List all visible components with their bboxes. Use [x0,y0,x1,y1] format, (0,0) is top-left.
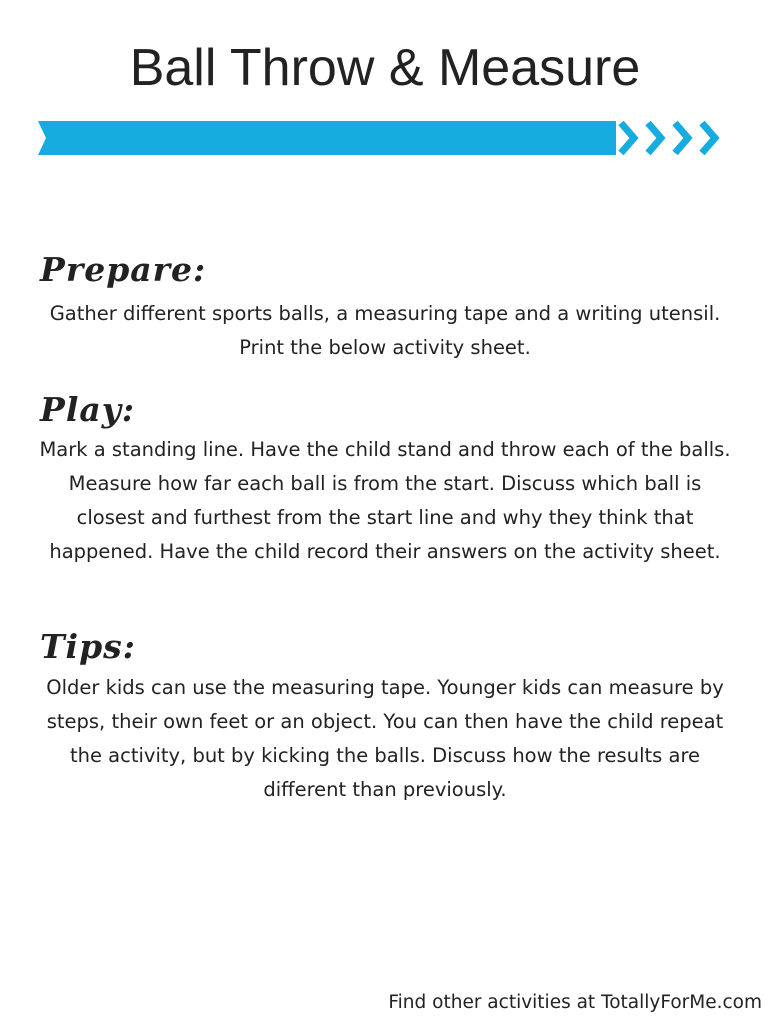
banner-chevron-icon [702,123,715,153]
arrow-banner [38,118,730,158]
banner-bar [38,121,616,155]
banner-chevron-icon [621,123,634,153]
play-text: Mark a standing line. Have the child stand and throw each of the balls. Measure how far each ball is from the start. Discuss which ball is closest and furthest from the start line and why they think that happened. Have the child record their answers on the activity sheet. [39,438,731,563]
banner-chevron-icon [675,123,688,153]
tips-text: Older kids can use the measuring tape. Younger kids can measure by steps, their own feet or an object. You can then have the child repeat the activity, but by kicking the balls. Discuss how the results are different than previously. [46,676,724,801]
page-title: Ball Throw & Measure [129,39,641,97]
footer-credit: Find other activities at TotallyForMe.com [388,992,762,1013]
banner-chevron-icon [648,123,661,153]
prepare-heading: Prepare: [40,250,207,289]
play-heading: Play: [40,390,136,429]
prepare-text: Gather different sports balls, a measuring tape and a writing utensil. Print the below activity sheet. [49,302,721,359]
tips-heading: Tips: [40,627,136,666]
